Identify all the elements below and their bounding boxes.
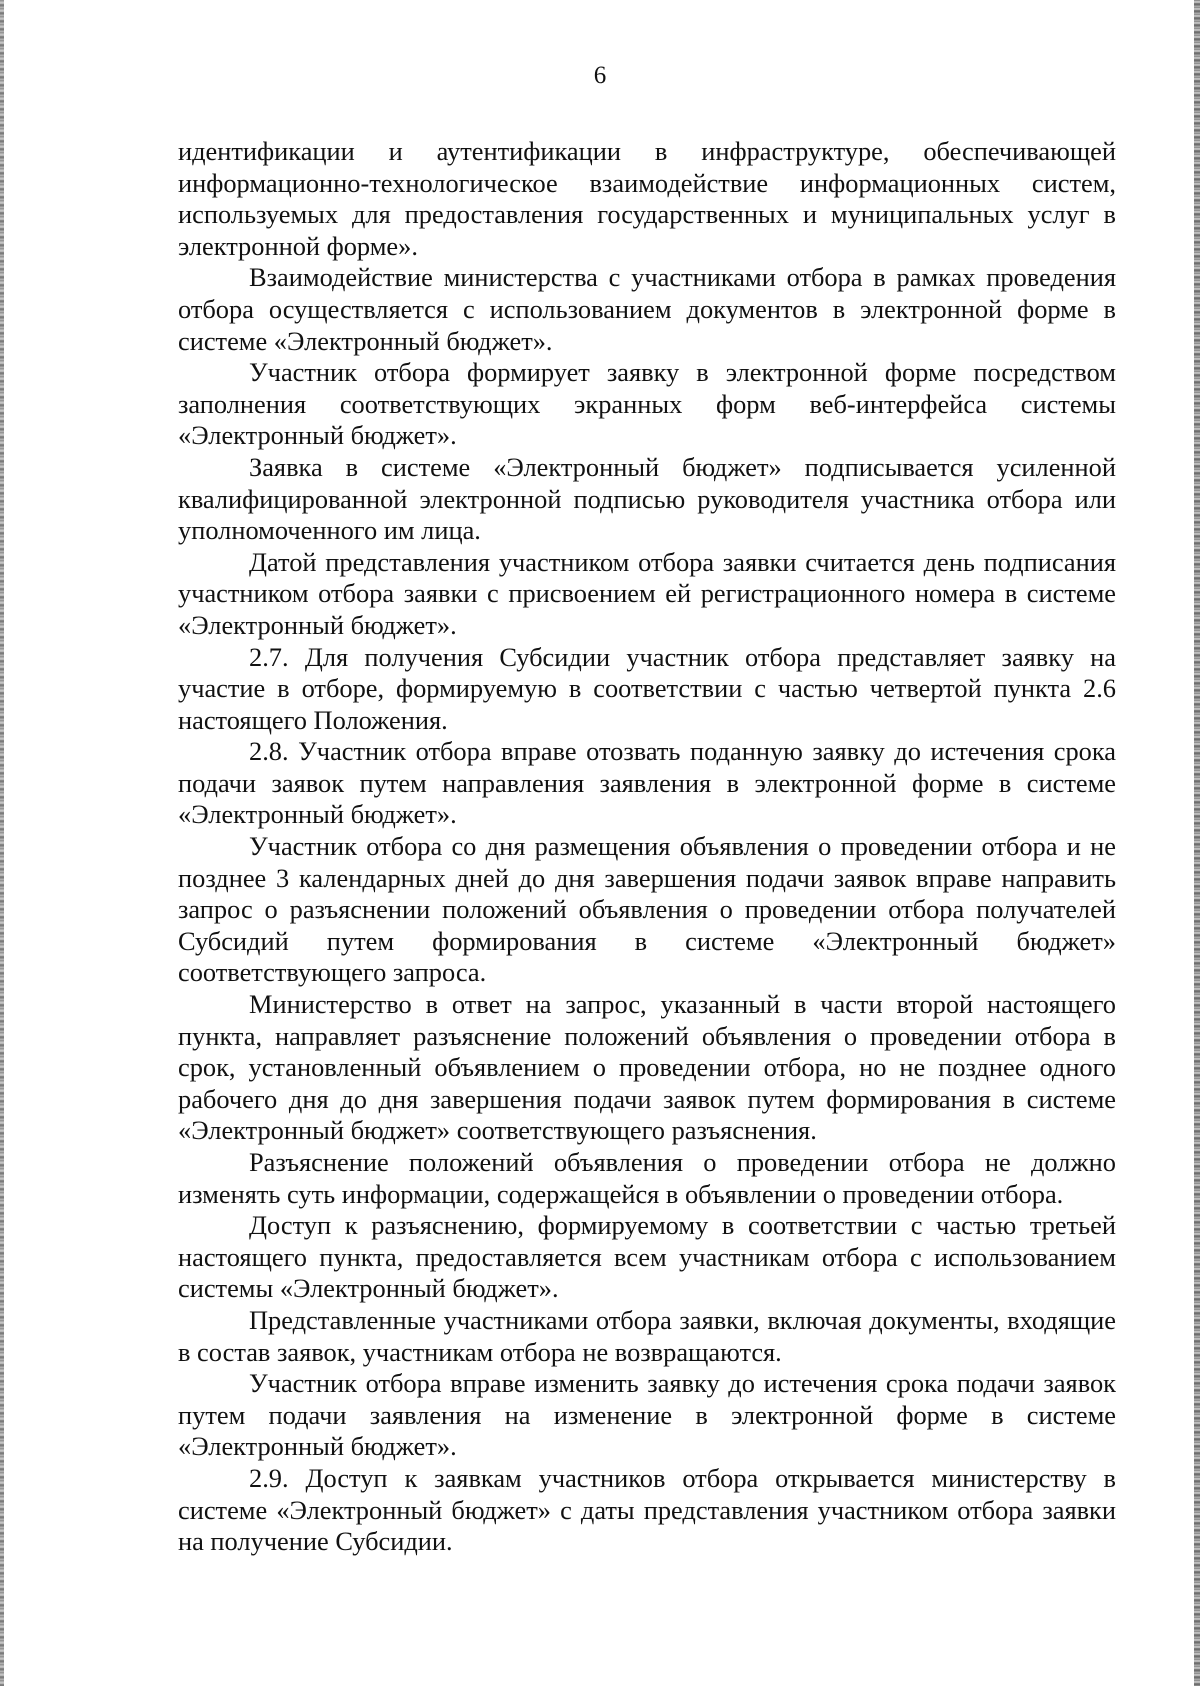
document-body	[178, 136, 1116, 1558]
scan-edge-right	[1194, 0, 1200, 1686]
paragraph-ministry-response: Министерство в ответ на запрос, указанный в части второй настоящего пункта, направляет разъяснение положений объявления о проведении отбора в срок, установленный объявлением о проведении отбора, но не позднее одного рабочего дня до дня завершения подачи заявок путем формирования в системе «Электронный бюджет» соответствующего разъяснения.	[178, 989, 1116, 1146]
paragraph-signature: Заявка в системе «Электронный бюджет» подписывается усиленной квалифицированной электронной подписью руководителя участника отбора или уполномоченного им лица.	[178, 451, 1116, 546]
paragraph-submission-date: Датой представления участником отбора заявки считается день подписания участником отбора заявки с присвоением ей регистрационного номера в системе «Электронный бюджет».	[178, 546, 1116, 640]
paragraph-application-change: Участник отбора вправе изменить заявку до истечения срока подачи заявок путем подачи заявления на изменение в электронной форме в системе «Электронный бюджет».	[178, 1368, 1116, 1462]
scan-edge-left	[0, 0, 4, 1686]
paragraph-clause-2-8: 2.8. Участник отбора вправе отозвать поданную заявку до истечения срока подачи заявок путем направления заявления в электронной форме в системе «Электронный бюджет».	[178, 736, 1116, 830]
paragraph-clarification-access: Доступ к разъяснению, формируемому в соответствии с частью третьей настоящего пункта, предоставляется всем участникам отбора с использованием системы «Электронный бюджет».	[178, 1210, 1116, 1304]
paragraph-clarification-content: Разъяснение положений объявления о проведении отбора не должно изменять суть информации, содержащейся в объявлении о проведении отбора.	[178, 1147, 1116, 1209]
paragraph-clarification-request: Участник отбора со дня размещения объявления о проведении отбора и не позднее 3 календарных дней до дня завершения подачи заявок вправе направить запрос о разъяснении положений объявления о проведении отбора получателей Субсидий путем формирования в системе «Электронный бюджет» соответствующего запроса.	[178, 831, 1116, 988]
paragraph-interaction: Взаимодействие министерства с участниками отбора в рамках проведения отбора осуществляется с использованием документов в электронной форме в системе «Электронный бюджет».	[178, 262, 1116, 356]
page-number: 6	[593, 62, 607, 89]
paragraph-application-form: Участник отбора формирует заявку в электронной форме посредством заполнения соответствующих экранных форм веб-интерфейса системы «Электронный бюджет».	[178, 357, 1116, 451]
paragraph-no-return: Представленные участниками отбора заявки, включая документы, входящие в состав заявок, участникам отбора не возвращаются.	[178, 1304, 1116, 1367]
paragraph-clause-2-7: 2.7. Для получения Субсидии участник отбора представляет заявку на участие в отборе, формируемую в соответствии с частью четвертой пункта 2.6 настоящего Положения.	[178, 641, 1116, 735]
paragraph-clause-2-9: 2.9. Доступ к заявкам участников отбора открывается министерству в системе «Электронный бюджет» с даты представления участником отбора заявки на получение Субсидии.	[178, 1462, 1116, 1557]
paragraph-continuation: идентификации и аутентификации в инфраструктуре, обеспечивающей информационно-технологическое взаимодействие информационных систем, используемых для предоставления государственных и муниципальных услуг в электронной форме».	[178, 136, 1116, 261]
